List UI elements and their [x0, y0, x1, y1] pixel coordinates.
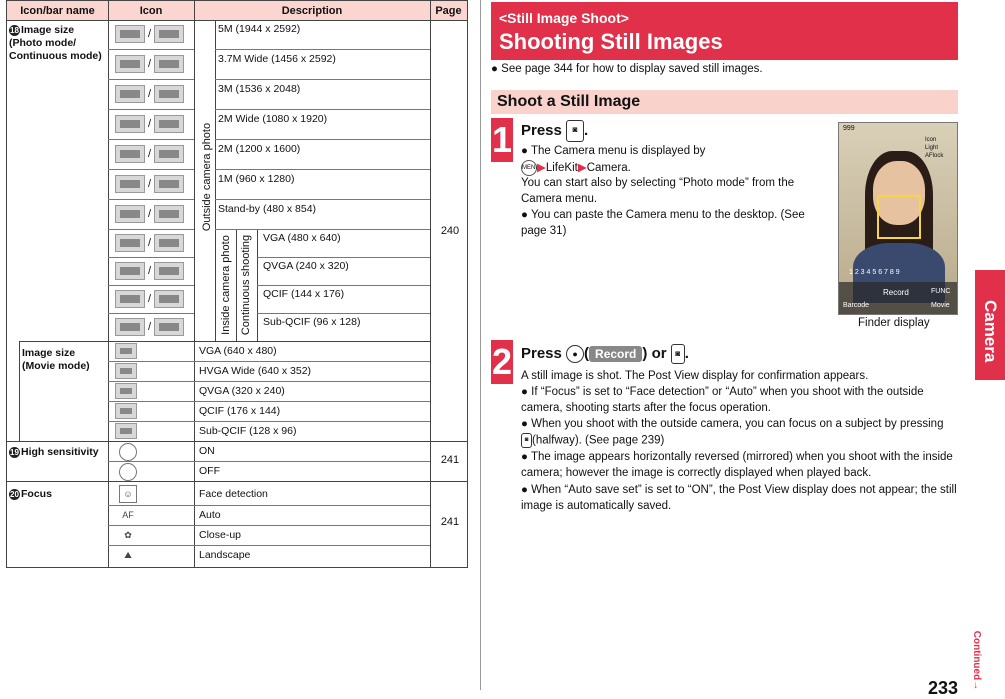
desc-row: Sub-QCIF (128 x 96)	[199, 425, 297, 437]
section19-page: 241	[440, 454, 460, 466]
size-icons: /	[115, 234, 184, 252]
desc-row: ON	[199, 445, 215, 457]
size-icon	[115, 290, 145, 308]
size-icon	[154, 145, 184, 163]
section18-page: 240	[440, 225, 460, 237]
movie-size-icon	[115, 343, 137, 359]
step1-bullet1: ● The Camera menu is displayed by MENU▶LifeKit▶Camera. You can start also by selecting “Photo mode” from the Camera menu.	[521, 145, 795, 205]
header-icon-bar-name: Icon/bar name	[7, 1, 108, 21]
size-icon	[115, 145, 145, 163]
desc-row: 2M Wide (1080 x 1920)	[218, 113, 328, 125]
size-icon	[115, 205, 145, 223]
side-camera-key-icon: ◙	[671, 344, 685, 364]
step1-heading: Press ◙ .	[521, 120, 588, 142]
desc-row: Sub-QCIF (96 x 128)	[263, 316, 361, 328]
size-icon	[154, 85, 184, 103]
step2-bullet: ● When you shoot with the outside camera, you can focus on a subject by pressing ◙ (halfway). (See page 239)	[521, 418, 944, 447]
size-icons: /	[115, 262, 184, 280]
size-icons: /	[115, 318, 184, 336]
size-icons: /	[115, 205, 184, 223]
section20-name: 20 Focus	[10, 488, 52, 500]
size-icon	[115, 115, 145, 133]
high-sensitivity-off-icon	[119, 463, 137, 481]
size-icon	[115, 175, 145, 193]
finder-caption: Finder display	[858, 317, 930, 329]
desc-row: QCIF (144 x 176)	[263, 288, 345, 300]
step2-bullet: ● When “Auto save set” is set to “ON”, the Post View display does not appear; the still image is automatically saved.	[521, 484, 957, 512]
desc-row: 5M (1944 x 2592)	[218, 23, 301, 35]
menu-key-icon: MENU	[521, 160, 537, 176]
center-key-icon: ●	[566, 345, 584, 363]
header-description: Description	[194, 1, 430, 21]
desc-row: OFF	[199, 465, 220, 477]
desc-row: VGA (480 x 640)	[263, 232, 341, 244]
side-tab-label: Camera	[981, 300, 1000, 363]
size-icons: /	[115, 85, 184, 103]
page-number: 233	[928, 678, 959, 698]
intro-text: ● See page 344 for how to display saved still images.	[491, 63, 763, 75]
size-icons: /	[115, 145, 184, 163]
size-icon	[115, 262, 145, 280]
size-icon	[154, 25, 184, 43]
step2-bullet: ● If “Focus” is set to “Face detection” or “Auto” when you shoot with the outside camera, shooting starts after the focus operation.	[521, 386, 924, 414]
desc-row: Face detection	[199, 488, 268, 500]
banner-subtitle: <Still Image Shoot>	[499, 10, 629, 26]
desc-row: 1M (960 x 1280)	[218, 173, 295, 185]
icon-table	[6, 0, 468, 568]
side-camera-key-icon: ◙	[521, 433, 532, 448]
landscape-icon: ⛰	[124, 550, 132, 560]
page-title: Shooting Still Images	[499, 29, 723, 54]
movie-size-icon	[115, 363, 137, 379]
movie-size-icon	[115, 383, 137, 399]
movie-mode-name: Image size (Movie mode)	[22, 347, 90, 372]
size-icon	[154, 234, 184, 252]
size-icon	[115, 25, 145, 43]
size-icon	[115, 55, 145, 73]
size-icon	[154, 318, 184, 336]
inside-camera-label: Inside camera photo	[220, 235, 232, 335]
title-banner	[491, 2, 958, 60]
section19-name: 19 High sensitivity	[10, 446, 99, 458]
desc-row: 3M (1536 x 2048)	[218, 83, 301, 95]
size-icon	[154, 115, 184, 133]
face-detection-frame	[877, 195, 921, 239]
desc-row: QVGA (240 x 320)	[263, 260, 349, 272]
record-softkey: Record	[589, 346, 642, 362]
step2-bullet: ● The image appears horizontally reversed (mirrored) when you shoot with the inside camera; however the image is correctly displayed when played back.	[521, 451, 953, 479]
step2-intro: A still image is shot. The Post View display for confirmation appears.	[521, 370, 869, 382]
size-icon	[154, 262, 184, 280]
desc-row: Close-up	[199, 529, 242, 541]
size-icon	[115, 318, 145, 336]
step1-number: 1	[491, 119, 513, 160]
size-icons: /	[115, 55, 184, 73]
size-icons: /	[115, 115, 184, 133]
outside-camera-label: Outside camera photo	[201, 122, 213, 232]
close-up-icon: ✿	[124, 530, 132, 540]
desc-row: Auto	[199, 509, 221, 521]
step1-bullet2: ● You can paste the Camera menu to the desktop. (See page 31)	[521, 209, 805, 237]
step2-heading: Press ● ( Record ) or ◙ .	[521, 344, 689, 364]
size-icon	[154, 55, 184, 73]
size-icon	[115, 234, 145, 252]
section20-number: 20	[10, 489, 19, 499]
header-page: Page	[430, 1, 467, 21]
continued-label: Continued→	[971, 630, 983, 691]
section-title: Shoot a Still Image	[491, 90, 958, 114]
size-icon	[154, 205, 184, 223]
movie-size-icon	[115, 403, 137, 419]
size-icons: /	[115, 290, 184, 308]
size-icons: /	[115, 175, 184, 193]
camera-key-icon: ◙	[566, 120, 584, 142]
size-icons: /	[115, 25, 184, 43]
desc-row: HVGA Wide (640 x 352)	[199, 365, 312, 377]
desc-row: Stand-by (480 x 854)	[218, 203, 317, 215]
step2-number: 2	[491, 341, 513, 382]
desc-row: 2M (1200 x 1600)	[218, 143, 301, 155]
status-count: 999	[843, 125, 855, 132]
section18-number: 18	[10, 25, 19, 35]
face-detection-icon: ☺	[119, 485, 137, 503]
finder-display-image: 999 Icon Light AFlock 1 2 3 4 5 6 7 8 9 Barcode Record FUNC Movie	[838, 122, 958, 315]
desc-row: QCIF (176 x 144)	[199, 405, 281, 417]
high-sensitivity-on-icon	[119, 443, 137, 461]
movie-size-icon	[115, 423, 137, 439]
desc-row: VGA (640 x 480)	[199, 345, 277, 357]
auto-focus-icon: AF	[122, 510, 134, 520]
section20-page: 241	[440, 516, 460, 528]
section19-number: 19	[10, 447, 19, 457]
desc-row: 3.7M Wide (1456 x 2592)	[218, 53, 336, 65]
size-icon	[154, 175, 184, 193]
size-icon	[115, 85, 145, 103]
continuous-shooting-label: Continuous shooting	[240, 234, 252, 336]
desc-row: QVGA (320 x 240)	[199, 385, 285, 397]
size-icon	[154, 290, 184, 308]
page-divider	[480, 0, 481, 690]
desc-row: Landscape	[199, 549, 251, 561]
header-icon: Icon	[108, 1, 194, 21]
section18-name: 18 Image size (Photo mode/ Continuous mode)	[9, 24, 102, 62]
